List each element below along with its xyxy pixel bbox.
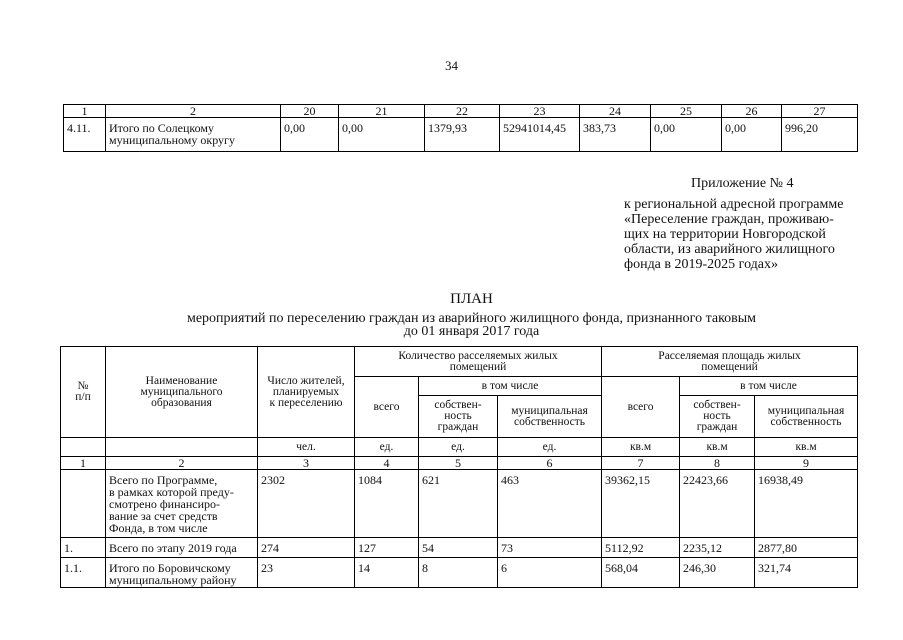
header-area-group: Расселяемая площадь жилых помещений [602, 347, 858, 377]
cell-value: 52941014,45 [500, 118, 580, 152]
appendix-text: к региональной адресной программе «Переселение граждан, проживаю- щих на территории Новгородской области, из аварийного жилищного фонда в 2019-2025 годах» [624, 197, 844, 272]
col-header: 26 [722, 105, 782, 118]
column-number: 3 [258, 457, 355, 470]
cell-value: 2235,12 [680, 538, 755, 558]
row-number: 1. [61, 538, 106, 558]
cell-value: 0,00 [281, 118, 339, 152]
page-number: 34 [445, 58, 458, 73]
table-row [61, 558, 858, 588]
row-name: Итого по Солецкому муниципальному округу [106, 118, 281, 152]
col-header: 21 [339, 105, 425, 118]
header-count-group: Количество расселяемых жилых помещений [355, 347, 602, 377]
row-name: Всего по этапу 2019 года [106, 538, 258, 558]
cell-value: 1084 [355, 470, 419, 538]
continuation-table [63, 104, 858, 152]
header-name: Наименование муниципального образования [106, 347, 258, 438]
cell-value: 274 [258, 538, 355, 558]
cell-value: 22423,66 [680, 470, 755, 538]
cell-value: 0,00 [339, 118, 425, 152]
unit-label: кв.м [680, 438, 755, 457]
cell-value: 39362,15 [602, 470, 680, 538]
header-num: № п/п [61, 347, 106, 438]
header-municipal-owned: муниципальная собственность [498, 396, 602, 438]
cell-value: 621 [419, 470, 498, 538]
header-total: всего [355, 377, 419, 438]
cell-value: 23 [258, 558, 355, 588]
col-header: 24 [580, 105, 651, 118]
col-header: 27 [782, 105, 858, 118]
unit-label: ед. [419, 438, 498, 457]
row-number [61, 470, 106, 538]
column-number: 9 [755, 457, 858, 470]
cell-value: 16938,49 [755, 470, 858, 538]
col-header: 20 [281, 105, 339, 118]
plan-subtitle: мероприятий по переселению граждан из аварийного жилищного фонда, признанного таковым до 01 января 2017 года [186, 311, 757, 339]
plan-table [60, 346, 858, 588]
cell-value: 383,73 [580, 118, 651, 152]
table-row [61, 538, 858, 558]
col-header: 25 [651, 105, 722, 118]
cell-value: 0,00 [722, 118, 782, 152]
table-row [61, 470, 858, 538]
cell-value: 568,04 [602, 558, 680, 588]
unit-label: ед. [355, 438, 419, 457]
units-row [61, 438, 858, 457]
col-header: 2 [106, 105, 281, 118]
unit-label: кв.м [602, 438, 680, 457]
header-total: всего [602, 377, 680, 438]
appendix-block [624, 176, 864, 272]
cell-value: 2877,80 [755, 538, 858, 558]
column-number: 7 [602, 457, 680, 470]
row-name: Итого по Боровичскому муниципальному району [106, 558, 258, 588]
unit-label: чел. [258, 438, 355, 457]
header-row [61, 347, 858, 377]
header-including: в том числе [419, 377, 602, 396]
column-number-row [61, 457, 858, 470]
col-header: 1 [64, 105, 106, 118]
header-row [64, 105, 858, 118]
cell-value: 54 [419, 538, 498, 558]
column-number: 5 [419, 457, 498, 470]
cell-value: 5112,92 [602, 538, 680, 558]
col-header: 22 [425, 105, 500, 118]
row-number: 1.1. [61, 558, 106, 588]
cell-value: 321,74 [755, 558, 858, 588]
header-including: в том числе [680, 377, 858, 396]
cell-value: 2302 [258, 470, 355, 538]
row-number: 4.11. [64, 118, 106, 152]
column-number: 4 [355, 457, 419, 470]
plan-title: ПЛАН [450, 291, 493, 307]
cell-value: 246,30 [680, 558, 755, 588]
cell-value: 6 [498, 558, 602, 588]
header-citizen-owned: собствен- ность граждан [680, 396, 755, 438]
cell-value: 1379,93 [425, 118, 500, 152]
cell-value: 127 [355, 538, 419, 558]
unit-label: кв.м [755, 438, 858, 457]
cell-value: 996,20 [782, 118, 858, 152]
col-header: 23 [500, 105, 580, 118]
header-citizen-owned: собствен- ность граждан [419, 396, 498, 438]
column-number: 6 [498, 457, 602, 470]
column-number: 2 [106, 457, 258, 470]
column-number: 8 [680, 457, 755, 470]
unit-label: ед. [498, 438, 602, 457]
cell-value: 73 [498, 538, 602, 558]
cell-value: 463 [498, 470, 602, 538]
header-municipal-owned: муниципальная собственность [755, 396, 858, 438]
appendix-title: Приложение № 4 [691, 176, 794, 191]
table-row [64, 118, 858, 152]
column-number: 1 [61, 457, 106, 470]
row-name: Всего по Программе, в рамках которой преду- смотрено финансиро- вание за счет средств Фонда, в том числе [106, 470, 258, 538]
cell-value: 14 [355, 558, 419, 588]
cell-value: 8 [419, 558, 498, 588]
cell-value: 0,00 [651, 118, 722, 152]
header-residents: Число жителей, планируемых к переселению [258, 347, 355, 438]
